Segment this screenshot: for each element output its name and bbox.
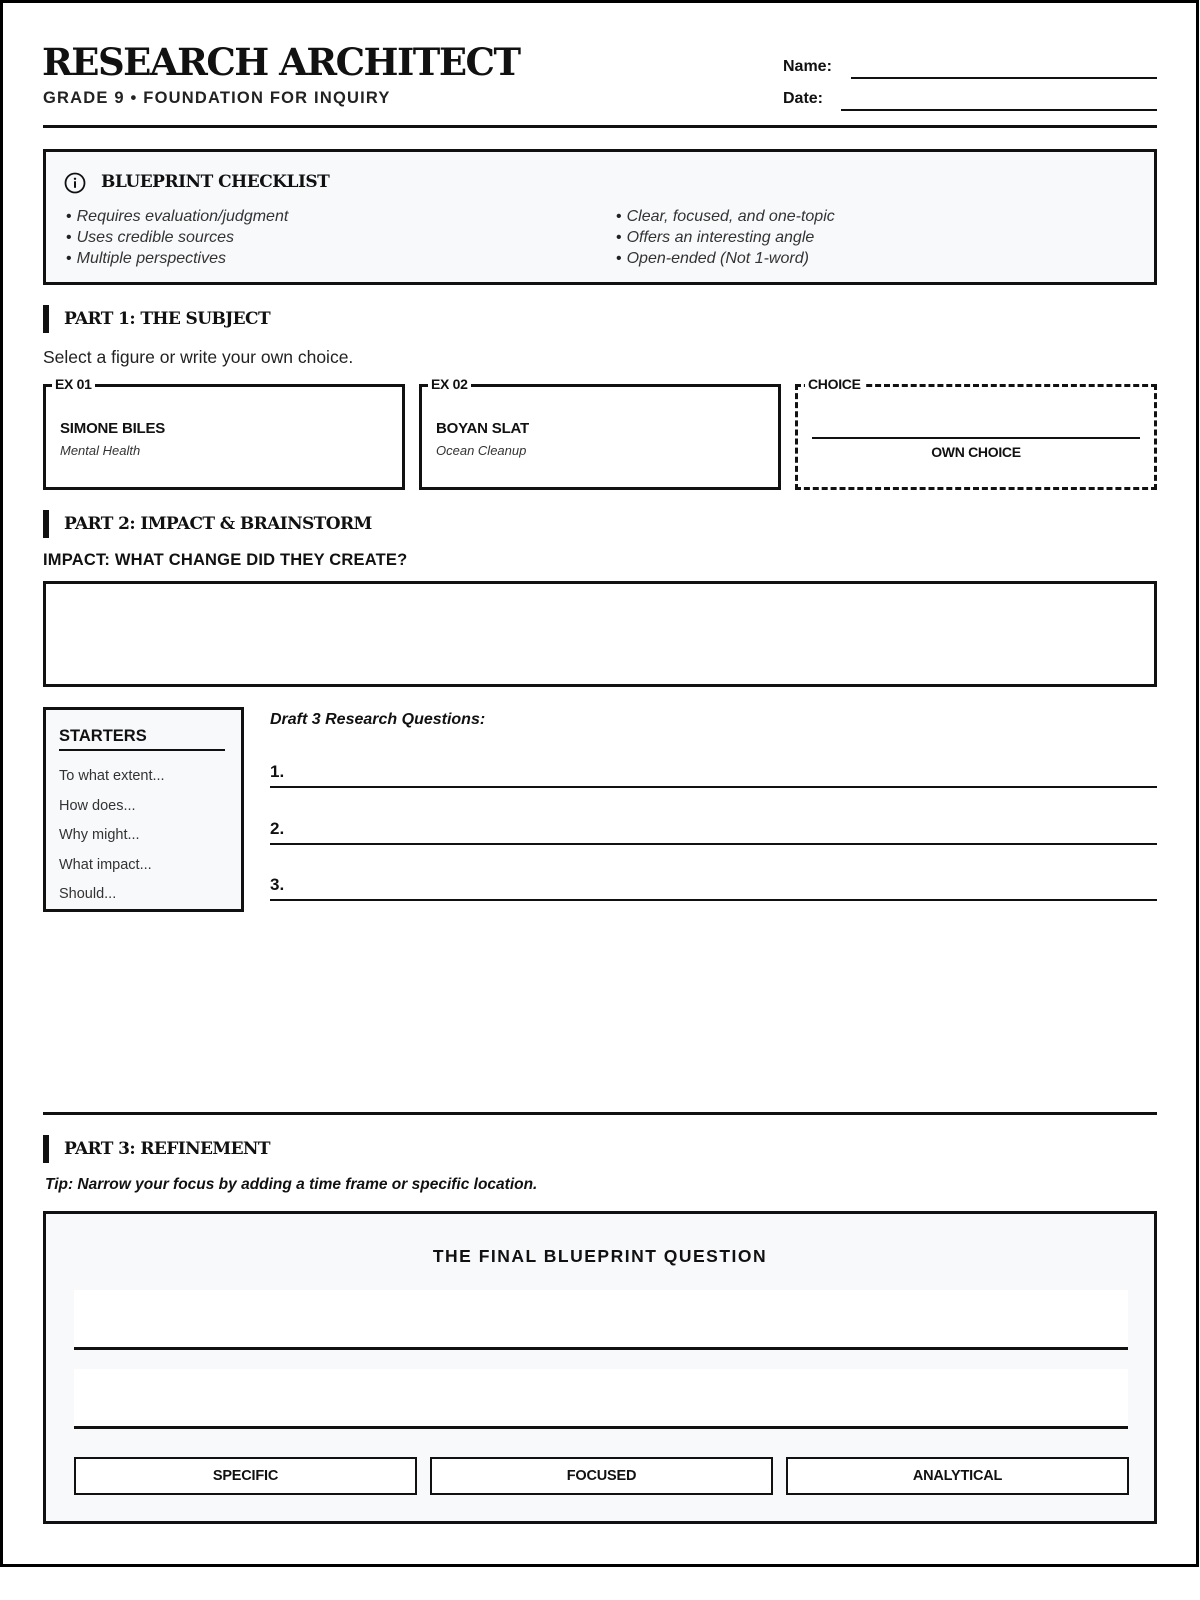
refinement-tip: Tip: Narrow your focus by adding a time frame or specific location. [45, 1176, 538, 1193]
section-marker [43, 510, 49, 538]
section-divider [43, 1112, 1157, 1115]
starter-item: Should... [59, 886, 117, 902]
card-tag: EX 01 [52, 376, 95, 392]
card-tag: EX 02 [428, 376, 471, 392]
card-topic: Ocean Cleanup [436, 443, 527, 458]
example-card-2[interactable] [419, 376, 781, 490]
section-marker [43, 305, 49, 333]
card-name: SIMONE BILES [60, 420, 166, 437]
header-divider [43, 125, 1157, 128]
question-3-field[interactable] [270, 871, 1157, 901]
draft-questions-label: Draft 3 Research Questions: [270, 711, 486, 728]
starters-list [59, 762, 165, 910]
impact-textarea[interactable] [43, 581, 1157, 687]
info-circle-icon [64, 172, 86, 194]
starters-box [43, 707, 244, 912]
part3-heading [43, 1135, 270, 1163]
checklist-title: BLUEPRINT CHECKLIST [101, 172, 330, 192]
part1-instruction: Select a figure or write your own choice. [43, 347, 354, 367]
card-topic: Mental Health [60, 443, 141, 458]
example-card-1[interactable] [43, 376, 405, 490]
own-choice-field[interactable] [812, 437, 1140, 439]
starter-item: What impact... [59, 856, 152, 873]
final-question-box [43, 1211, 1157, 1524]
question-number: 1. [270, 762, 285, 781]
final-question-title: THE FINAL BLUEPRINT QUESTION [432, 1246, 768, 1266]
date-field[interactable] [841, 109, 1157, 111]
section-title: PART 3: REFINEMENT [64, 1139, 270, 1159]
own-choice-card[interactable] [795, 376, 1157, 490]
section-marker [43, 1135, 49, 1163]
final-question-line-2[interactable] [74, 1369, 1128, 1429]
checklist-item: • Offers an interesting angle [616, 227, 835, 248]
section-title: PART 2: IMPACT & BRAINSTORM [64, 514, 372, 534]
question-number: 2. [270, 819, 285, 838]
checklist-item: • Clear, focused, and one-topic [616, 206, 835, 227]
question-1-field[interactable] [270, 758, 1157, 788]
page-title: RESEARCH ARCHITECT [42, 40, 520, 84]
question-number: 3. [270, 875, 285, 894]
checklist-right-column [616, 206, 835, 269]
card-name: BOYAN SLAT [436, 420, 530, 437]
criteria-focused[interactable]: FOCUSED [430, 1457, 773, 1495]
checklist-item: • Multiple perspectives [66, 248, 288, 269]
starter-item: How does... [59, 797, 136, 814]
criteria-specific[interactable]: SPECIFIC [74, 1457, 417, 1495]
question-2-field[interactable] [270, 815, 1157, 845]
starters-title: STARTERS [59, 727, 225, 751]
section-title: PART 1: THE SUBJECT [64, 309, 270, 329]
blueprint-checklist [43, 149, 1157, 285]
checklist-item: • Requires evaluation/judgment [66, 206, 288, 227]
own-choice-label: OWN CHOICE [931, 444, 1021, 460]
impact-label: IMPACT: WHAT CHANGE DID THEY CREATE? [43, 551, 408, 569]
final-question-line-1[interactable] [74, 1290, 1128, 1350]
name-field[interactable] [851, 77, 1157, 79]
name-label: Name: [783, 58, 832, 75]
criteria-analytical[interactable]: ANALYTICAL [786, 1457, 1129, 1495]
part2-heading [43, 510, 372, 538]
starter-item: Why might... [59, 827, 140, 843]
checklist-left-column [66, 206, 288, 269]
date-label: Date: [783, 90, 824, 107]
starter-item: To what extent... [59, 768, 165, 784]
page-subtitle: GRADE 9 • FOUNDATION FOR INQUIRY [43, 89, 391, 107]
part1-heading [43, 305, 270, 333]
checklist-item: • Open-ended (Not 1-word) [616, 248, 835, 269]
card-tag: CHOICE [805, 376, 864, 392]
checklist-item: • Uses credible sources [66, 227, 288, 248]
